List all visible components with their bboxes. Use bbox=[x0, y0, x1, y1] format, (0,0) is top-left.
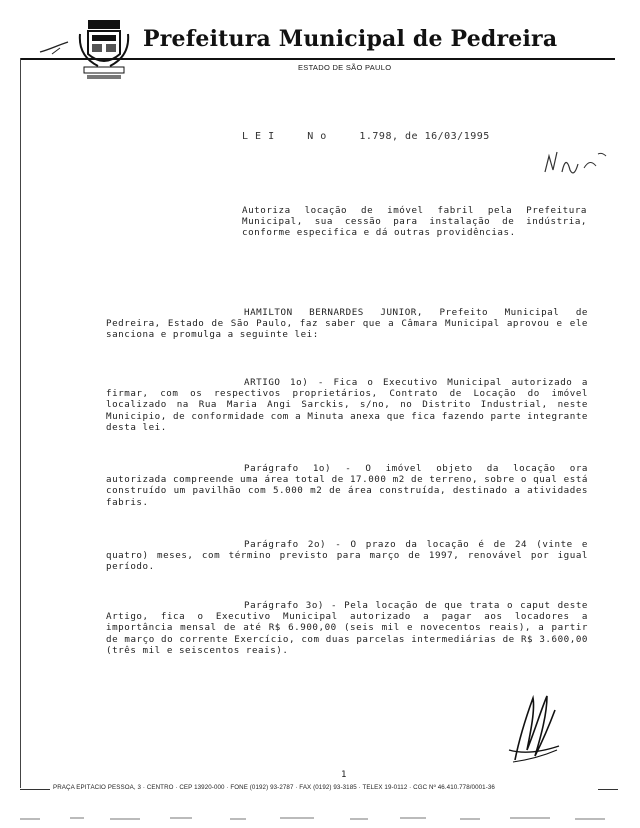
paragraph-2: Parágrafo 2o) - O prazo da locação é de 24 (vinte e quatro) meses, com término previsto para março de 1997, renovável por igual período. bbox=[106, 539, 588, 573]
paragraph-1: Parágrafo 1o) - O imóvel objeto da locação ora autorizada compreende uma área total de 17.000 m2 de terreno, sobre o qual está construído um pavilhão com 5.000 m2 de área construída, destinado a atividades fabris. bbox=[106, 463, 588, 508]
scan-artifact-strip bbox=[0, 812, 640, 828]
header-divider bbox=[20, 58, 615, 60]
page-number: 1 bbox=[341, 770, 347, 780]
footer-rule-left bbox=[20, 789, 50, 790]
left-margin-line bbox=[20, 58, 21, 788]
handwritten-signature bbox=[505, 690, 565, 770]
enactment-paragraph: HAMILTON BERNARDES JUNIOR, Prefeito Municipal de Pedreira, Estado de São Paulo, faz saber que a Câmara Municipal aprovou e ele sanciona e promulga a seguinte lei: bbox=[106, 307, 588, 341]
handwritten-initials bbox=[540, 142, 610, 182]
article-1: ARTIGO 1o) - Fica o Executivo Municipal autorizado a firmar, com os respectivos proprietários, Contrato de Locação do imóvel localizado na Rua Maria Angi Sarckis, s/no, no Distrito Industrial, neste Municipio, de conformidade com a Minuta anexa que fica fazendo parte integrante desta lei. bbox=[106, 377, 588, 433]
footer-rule-right bbox=[598, 789, 618, 790]
paragraph-3: Parágrafo 3o) - Pela locação de que trata o caput deste Artigo, fica o Executivo Municipal autorizado a pagar aos locadores a importância mensal de até R$ 6.900,00 (seis mil e novecentos reais), a partir de março do corrente Exercício, com duas parcelas intermediárias de R$ 3.600,00 (três mil e seiscentos reais). bbox=[106, 600, 588, 656]
footer-address: PRAÇA EPITÁCIO PESSOA, 3 · CENTRO · CEP 13920-000 · FONE (0192) 93-2787 · FAX (0192) 93-3185 · TELEX 19-0112 · CGC Nº 46.410.778/0001-36 bbox=[53, 784, 495, 791]
law-number-line: L E I N o 1.798, de 16/03/1995 bbox=[242, 131, 490, 142]
state-subtitle: ESTADO DE SÃO PAULO bbox=[298, 63, 392, 72]
decorative-swoosh-mark bbox=[38, 40, 74, 56]
municipal-coat-of-arms bbox=[78, 20, 130, 80]
law-summary: Autoriza locação de imóvel fabril pela Prefeitura Municipal, sua cessão para instalação de indústria, conforme especifica e dá outras providências. bbox=[242, 205, 587, 239]
page-title: Prefeitura Municipal de Pedreira bbox=[143, 26, 558, 52]
